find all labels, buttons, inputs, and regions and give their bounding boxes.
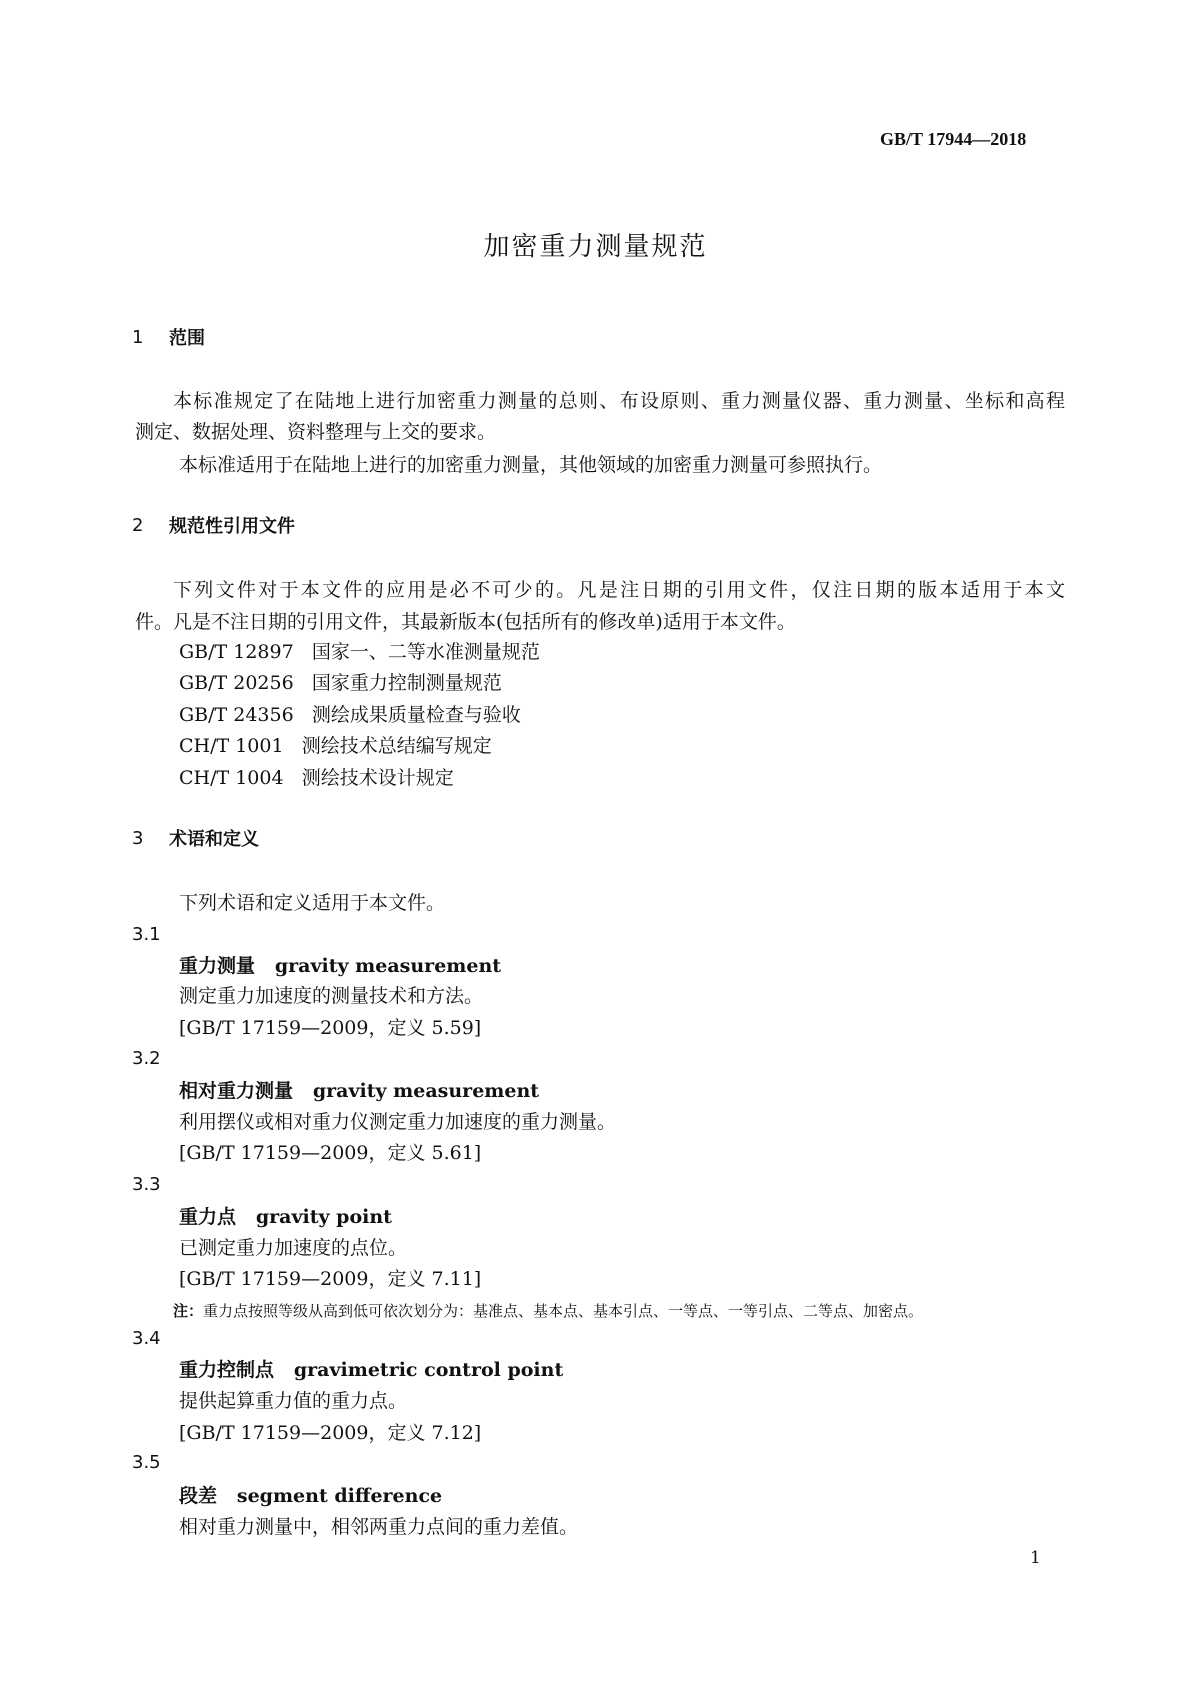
term-source: [GB/T 17159—2009，定义 7.12]	[179, 1422, 482, 1444]
term-zh: 重力测量	[179, 955, 256, 977]
paragraph-line: 本标准适用于在陆地上进行的加密重力测量，其他领域的加密重力测量可参照执行。	[179, 454, 883, 476]
reference-item	[179, 734, 492, 758]
note-label: 注：	[173, 1302, 204, 1320]
term-source: [GB/T 17159—2009，定义 5.59]	[179, 1017, 482, 1039]
section-heading: 术语和定义	[169, 829, 259, 850]
term-definition: 利用摆仪或相对重力仪测定重力加速度的重力测量。	[179, 1111, 617, 1133]
section-number: 2	[132, 515, 144, 536]
term-source: [GB/T 17159—2009，定义 7.11]	[179, 1268, 482, 1290]
ref-name: 国家重力控制测量规范	[311, 672, 502, 694]
term-zh: 相对重力测量	[179, 1080, 294, 1102]
reference-item	[179, 703, 521, 727]
term-zh: 重力点	[179, 1206, 237, 1228]
paragraph-line: 本标准规定了在陆地上进行加密重力测量的总则、布设原则、重力测量仪器、重力测量、坐标和高程	[173, 390, 1065, 412]
term-title	[179, 1484, 442, 1508]
term-source: [GB/T 17159—2009，定义 5.61]	[179, 1142, 482, 1164]
ref-name: 测绘技术总结编写规定	[301, 735, 492, 757]
term-number: 3.1	[132, 924, 161, 945]
term-number: 3.3	[132, 1174, 161, 1195]
term-definition: 相对重力测量中，相邻两重力点间的重力差值。	[179, 1516, 579, 1538]
paragraph-line: 下列文件对于本文件的应用是必不可少的。凡是注日期的引用文件，仅注日期的版本适用于本文	[173, 579, 1065, 601]
term-note	[173, 1299, 923, 1323]
term-title	[179, 1079, 539, 1103]
term-en: segment difference	[236, 1485, 443, 1507]
reference-item	[179, 766, 454, 790]
ref-name: 国家一、二等水准测量规范	[311, 641, 540, 663]
reference-item	[179, 640, 540, 664]
ref-code: CH/T 1004	[179, 767, 284, 789]
ref-code: GB/T 24356	[179, 704, 294, 726]
term-definition: 提供起算重力值的重力点。	[179, 1390, 408, 1412]
term-title	[179, 954, 501, 978]
page-number: 1	[1030, 1548, 1041, 1568]
paragraph-line: 下列术语和定义适用于本文件。	[179, 892, 446, 914]
section-number: 3	[132, 828, 144, 849]
note-text: 重力点按照等级从高到低可依次划分为：基准点、基本点、基本引点、一等点、一等引点、二等点、加密点。	[203, 1302, 924, 1320]
reference-item	[179, 671, 502, 695]
term-zh: 重力控制点	[179, 1359, 275, 1381]
term-definition: 测定重力加速度的测量技术和方法。	[179, 985, 484, 1007]
section-heading: 规范性引用文件	[169, 516, 295, 537]
ref-code: GB/T 20256	[179, 672, 294, 694]
standard-number: GB/T 17944—2018	[880, 129, 1027, 149]
ref-code: GB/T 12897	[179, 641, 294, 663]
term-zh: 段差	[179, 1485, 218, 1507]
term-en: gravity measurement	[312, 1080, 540, 1102]
ref-name: 测绘成果质量检查与验收	[311, 704, 521, 726]
term-number: 3.5	[132, 1452, 161, 1473]
term-title	[179, 1205, 392, 1229]
section-number: 1	[132, 327, 144, 348]
term-title	[179, 1358, 563, 1382]
term-number: 3.4	[132, 1328, 161, 1349]
ref-code: CH/T 1001	[179, 735, 284, 757]
page-title: 加密重力测量规范	[483, 232, 708, 262]
section-heading: 范围	[169, 328, 205, 349]
term-definition: 已测定重力加速度的点位。	[179, 1237, 408, 1259]
paragraph-line: 测定、数据处理、资料整理与上交的要求。	[135, 421, 497, 443]
paragraph-line: 件。凡是不注日期的引用文件，其最新版本(包括所有的修改单)适用于本文件。	[135, 611, 796, 633]
term-en: gravimetric control point	[293, 1359, 564, 1381]
term-en: gravity point	[255, 1206, 392, 1228]
term-en: gravity measurement	[274, 955, 502, 977]
term-number: 3.2	[132, 1048, 161, 1069]
ref-name: 测绘技术设计规定	[301, 767, 454, 789]
